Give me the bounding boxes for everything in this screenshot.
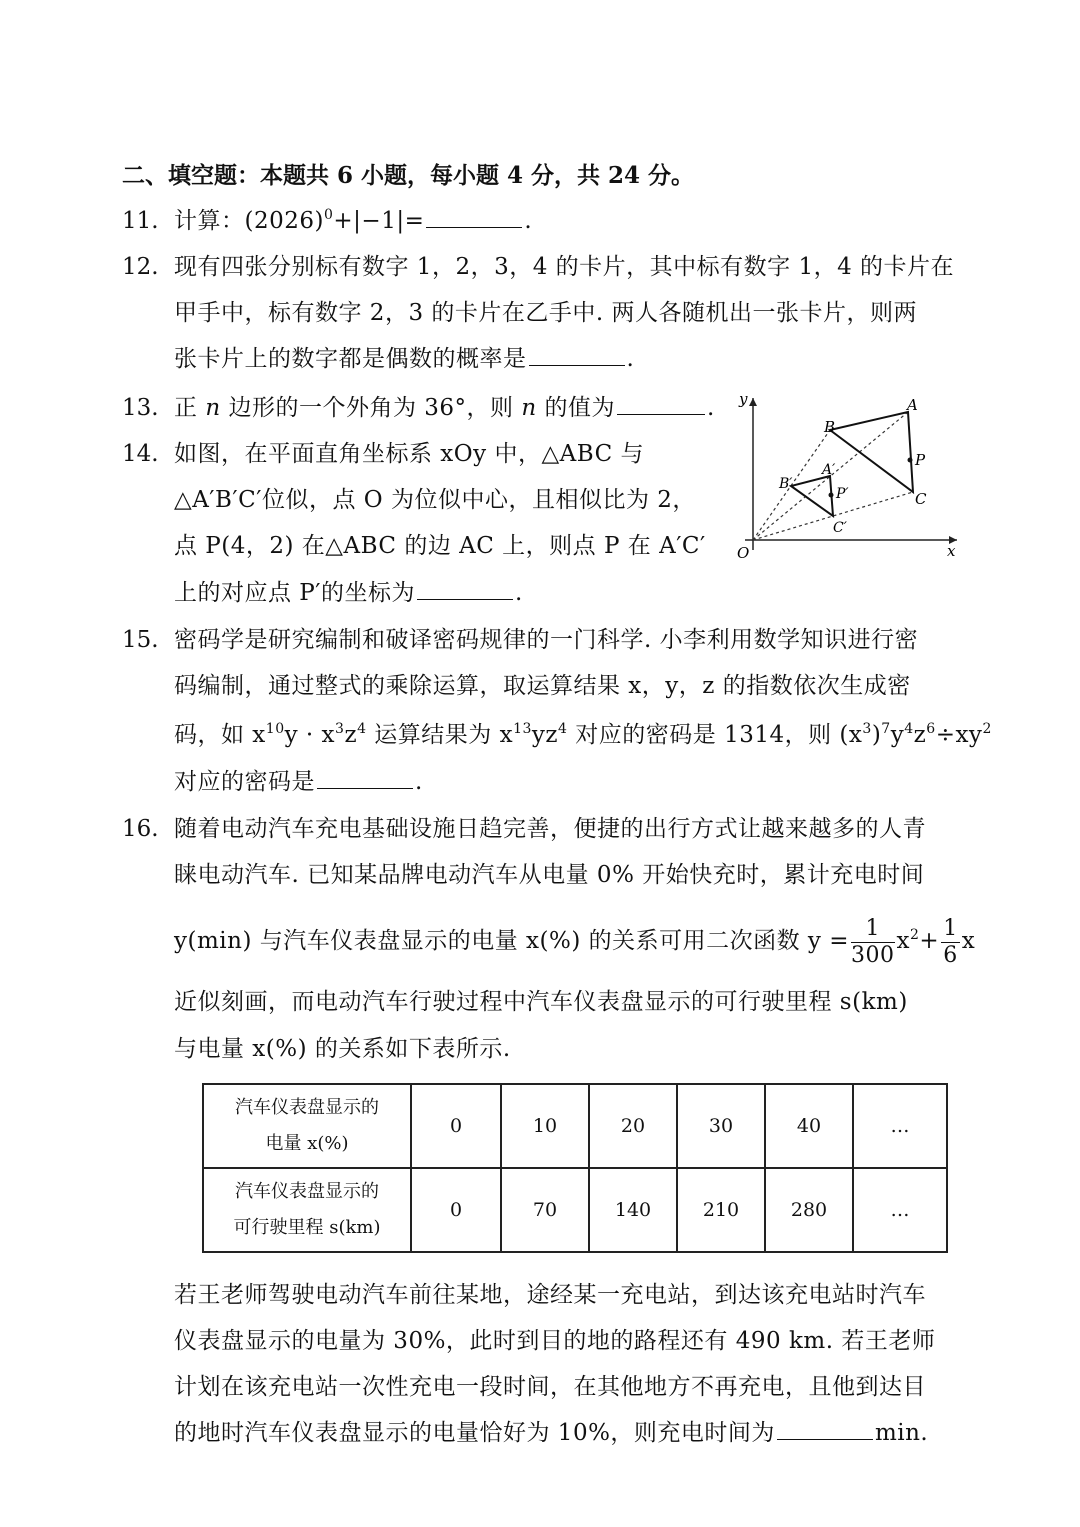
table-cell: … <box>853 1084 947 1168</box>
frac1-numerator: 1 <box>851 916 895 943</box>
q16-line-7: 仪表盘显示的电量为 30%，此时到目的地的路程还有 490 km. 若王老师 <box>174 1328 936 1354</box>
q15-l3-i: z <box>913 722 927 748</box>
q14-line-1: 如图，在平面直角坐标系 xOy 中，△ABC 与 <box>174 441 644 467</box>
answer-blank-16[interactable] <box>777 1417 873 1440</box>
q12-line-1: 现有四张分别标有数字 1，2，3，4 的卡片，其中标有数字 1，4 的卡片在 <box>174 254 955 280</box>
row2-header <box>203 1168 411 1252</box>
row1-header <box>203 1084 411 1168</box>
label-B1: B′ <box>779 476 793 492</box>
q15-line-2: 码编制，通过整式的乘除运算，取运算结果 x，y，z 的指数依次生成密 <box>174 673 911 699</box>
q16-l3-b: x <box>896 928 910 954</box>
q16-exp2: 2 <box>910 927 920 943</box>
q14-suffix: . <box>515 580 523 606</box>
frac2-denominator: 6 <box>943 942 958 968</box>
table-cell: 40 <box>765 1084 853 1168</box>
table-cell: 280 <box>765 1168 853 1252</box>
question-number-13: 13. <box>122 395 159 421</box>
q13-text-a: 正 <box>174 395 206 421</box>
q14-line-3: 点 P(4，2) 在△ABC 的边 AC 上，则点 P 在 A′C′ <box>174 533 706 559</box>
question-13 <box>174 392 715 424</box>
q11-exponent: 0 <box>323 207 334 223</box>
point-P1 <box>829 493 834 498</box>
fraction-1-6 <box>941 916 960 969</box>
q15-exp4a: 4 <box>357 721 367 737</box>
q15-exp7: 7 <box>881 721 891 737</box>
question-number-11: 11. <box>122 208 159 234</box>
table-cell: 20 <box>589 1084 677 1168</box>
label-A1: A′ <box>822 462 836 478</box>
table-cell: 10 <box>501 1084 589 1168</box>
similarity-figure <box>725 390 965 570</box>
q11-prefix: 计算：(2026) <box>174 208 324 234</box>
question-number-15: 15. <box>122 627 159 653</box>
q15-exp3b: 3 <box>862 721 872 737</box>
q12-line-3-text: 张卡片上的数字都是偶数的概率是 <box>174 346 527 372</box>
label-A: A <box>907 396 918 414</box>
q16-line-8: 计划在该充电站一次性充电一段时间，在其他地方不再充电，且他到达目 <box>174 1374 926 1400</box>
row1-header-line-a: 汽车仪表盘显示的 <box>235 1097 379 1118</box>
q15-l3-g: ) <box>871 722 882 748</box>
label-P: P <box>915 451 926 469</box>
label-C1: C′ <box>833 520 847 536</box>
q15-l3-c: z <box>344 722 358 748</box>
q11-suffix: . <box>524 208 533 234</box>
q15-exp4c: 4 <box>904 721 914 737</box>
label-P1: P′ <box>836 486 849 502</box>
answer-blank-14[interactable] <box>417 577 513 600</box>
q16-l3-a: y(min) 与汽车仪表盘显示的电量 x(%) 的关系可用二次函数 y = <box>174 928 850 954</box>
q15-exp6: 6 <box>926 721 936 737</box>
q13-var-n2: n <box>521 395 537 421</box>
q15-l3-a: 码，如 x <box>174 722 266 748</box>
triangle-ABC <box>830 412 913 492</box>
q12-suffix: . <box>626 346 635 372</box>
table-row <box>203 1084 947 1168</box>
q13-suffix: . <box>706 395 715 421</box>
q16-line-9 <box>174 1417 928 1449</box>
section-title: 二、填空题：本题共 6 小题，每小题 4 分，共 24 分。 <box>122 162 695 189</box>
q15-l3-h: y <box>890 722 905 748</box>
q16-line-5: 与电量 x(%) 的关系如下表所示. <box>174 1036 511 1062</box>
table-cell: … <box>853 1168 947 1252</box>
table-cell: 30 <box>677 1084 765 1168</box>
row1-header-line-b: 电量 x(%) <box>265 1133 349 1154</box>
q12-line-2: 甲手中，标有数字 2，3 的卡片在乙手中. 两人各随机出一张卡片，则两 <box>174 300 918 326</box>
q16-unit: min. <box>874 1420 929 1446</box>
triangle-A1B1C1 <box>791 476 833 516</box>
table-cell: 210 <box>677 1168 765 1252</box>
table-cell: 140 <box>589 1168 677 1252</box>
answer-blank-15[interactable] <box>317 766 413 789</box>
q15-exp3a: 3 <box>335 721 345 737</box>
q16-line-2: 睐电动汽车. 已知某品牌电动汽车从电量 0% 开始快充时，累计充电时间 <box>174 862 925 888</box>
q14-line-4 <box>174 577 523 609</box>
fraction-1-300 <box>851 916 895 969</box>
question-number-16: 16. <box>122 816 159 842</box>
table-cell: 70 <box>501 1168 589 1252</box>
q15-line-4 <box>174 766 423 798</box>
q14-line-4-text: 上的对应点 P′的坐标为 <box>174 580 416 606</box>
q15-exp10: 10 <box>265 721 285 737</box>
q15-l3-d: 运算结果为 x <box>366 722 514 748</box>
frac1-denominator: 300 <box>851 942 895 968</box>
q14-line-2: △A′B′C′位似，点 O 为位似中心，且相似比为 2， <box>174 487 696 513</box>
row2-header-line-b: 可行驶里程 s(km) <box>233 1217 381 1238</box>
q15-l3-j: ÷xy <box>935 722 983 748</box>
table-row <box>203 1168 947 1252</box>
table-cell: 0 <box>411 1084 501 1168</box>
q13-text-c: 的值为 <box>536 395 615 421</box>
battery-range-table <box>202 1083 948 1253</box>
row2-header-line-a: 汽车仪表盘显示的 <box>235 1181 379 1202</box>
q15-l3-e: yz <box>531 722 559 748</box>
q15-exp13: 13 <box>513 721 532 737</box>
label-O: O <box>737 544 750 562</box>
q15-line-3 <box>174 719 992 751</box>
table-cell: 0 <box>411 1168 501 1252</box>
label-y: y <box>739 390 748 408</box>
q15-line-1: 密码学是研究编制和破译密码规律的一门科学. 小李利用数学知识进行密 <box>174 627 919 653</box>
q15-l3-f: 对应的密码是 1314，则 (x <box>567 722 863 748</box>
label-C: C <box>915 490 927 508</box>
q15-exp4b: 4 <box>558 721 568 737</box>
answer-blank-13[interactable] <box>617 392 705 415</box>
question-number-14: 14. <box>122 441 159 467</box>
question-11 <box>174 205 532 237</box>
label-x: x <box>947 542 956 560</box>
q16-l3-c: + <box>919 928 940 954</box>
q13-var-n: n <box>205 395 221 421</box>
q16-line-4: 近似刻画，而电动汽车行驶过程中汽车仪表盘显示的可行驶里程 s(km) <box>174 989 908 1015</box>
q13-text-b: 边形的一个外角为 36°，则 <box>220 395 522 421</box>
point-P <box>908 458 913 463</box>
q16-line-9-text: 的地时汽车仪表盘显示的电量恰好为 10%，则充电时间为 <box>174 1420 775 1446</box>
q16-line-3 <box>174 915 975 969</box>
frac2-numerator: 1 <box>943 915 958 941</box>
q12-line-3 <box>174 343 634 375</box>
q16-line-1: 随着电动汽车充电基础设施日趋完善，便捷的出行方式让越来越多的人青 <box>174 816 926 842</box>
q11-rest: +|−1|= <box>333 208 425 234</box>
y-axis-arrow <box>749 398 757 406</box>
q16-l3-d: x <box>961 928 976 954</box>
answer-blank-11[interactable] <box>426 205 522 228</box>
question-number-12: 12. <box>122 254 159 280</box>
q15-line-4-text: 对应的密码是 <box>174 769 315 795</box>
label-B: B <box>824 418 836 436</box>
q15-suffix: . <box>415 769 423 795</box>
q16-line-6: 若王老师驾驶电动汽车前往某地，途经某一充电站，到达该充电站时汽车 <box>174 1282 926 1308</box>
q15-exp2: 2 <box>982 721 992 737</box>
answer-blank-12[interactable] <box>529 343 625 366</box>
q15-l3-b: y · x <box>284 722 336 748</box>
